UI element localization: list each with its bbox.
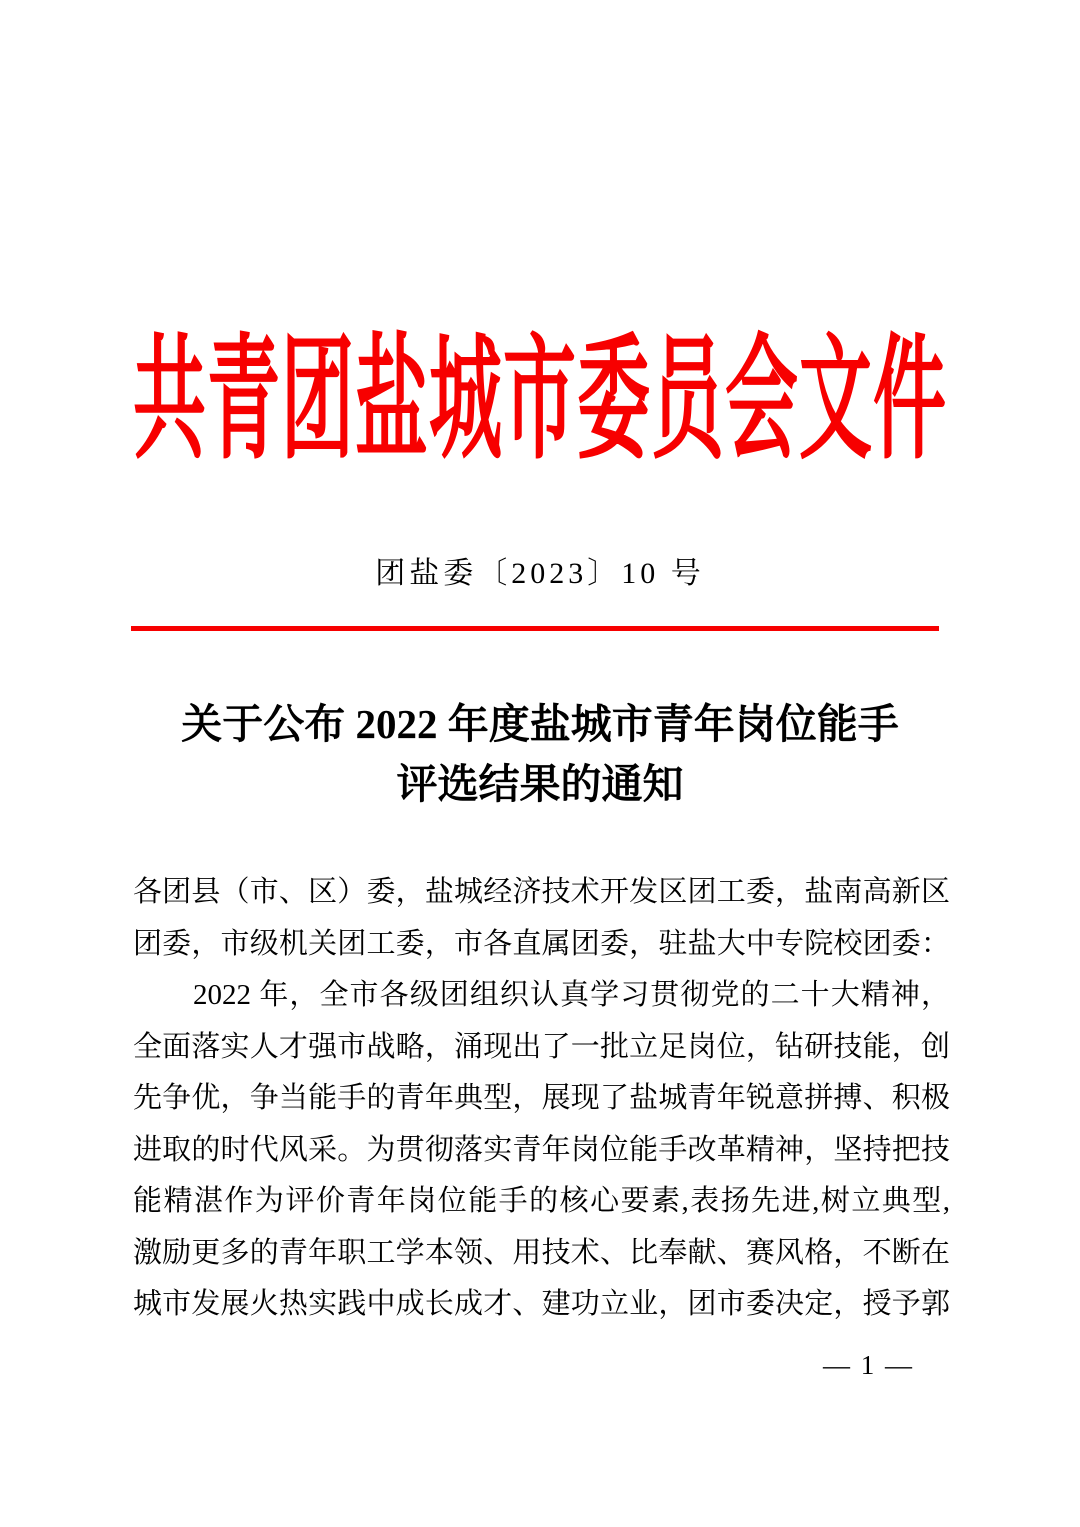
salutation-line: 各团县（市、区）委，盐城经济技术开发区团工委，盐南高新区: [133, 876, 950, 908]
body-line: 先争优，争当能手的青年典型，展现了盐城青年锐意拼搏、积极: [133, 1082, 950, 1114]
document-title-line2: 评选结果的通知: [396, 761, 684, 807]
salutation-line: 团委，市级机关团工委，市各直属团委，驻盐大中专院校团委：: [133, 927, 950, 960]
document-body: [133, 867, 950, 1331]
body-line: 全面落实人才强市战略，涌现出了一批立足岗位，钻研技能，创: [133, 1030, 950, 1063]
letterhead-title: 共青团盐城市委员会文件: [133, 325, 947, 476]
letterhead: [0, 325, 1080, 476]
body-line: 2022 年，全市各级团组织认真学习贯彻党的二十大精神，: [193, 979, 950, 1011]
body-line: 能精湛作为评价青年岗位能手的核心要素,表扬先进,树立典型,: [133, 1185, 950, 1217]
page-number: — 1 —: [823, 1350, 914, 1380]
body-line: 进取的时代风采。为贯彻落实青年岗位能手改革精神，坚持把技: [133, 1133, 950, 1166]
document-reference-number: 团盐委〔2023〕10 号: [375, 557, 705, 590]
document-title: [0, 694, 1080, 814]
body-line: 城市发展火热实践中成长成才、建功立业，团市委决定，授予郭: [133, 1288, 950, 1320]
red-divider-line: [131, 626, 939, 631]
body-line: 激励更多的青年职工学本领、用技术、比奉献、赛风格，不断在: [133, 1236, 950, 1269]
document-title-line1: 关于公布 2022 年度盐城市青年岗位能手: [181, 701, 899, 747]
